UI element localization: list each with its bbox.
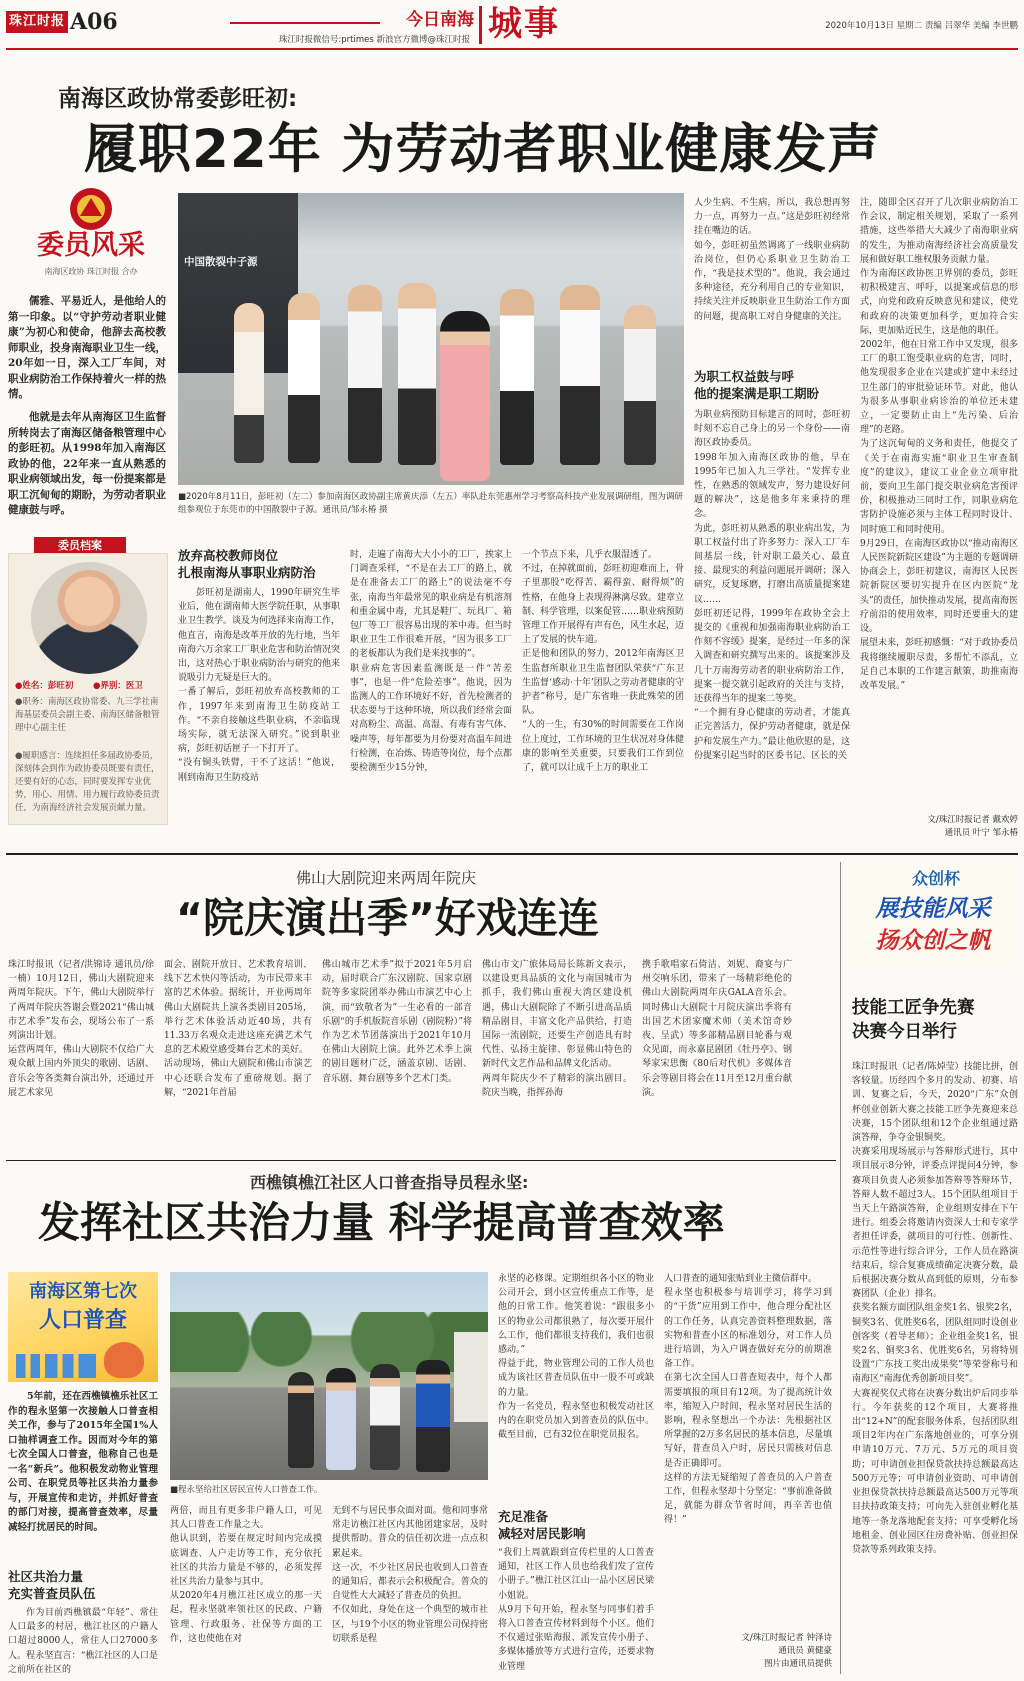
byline: 文/珠江时报记者 戴欢婷 通讯员 叶宁 邹永椿	[927, 815, 1018, 838]
subheading-3a: 社区共治力量 充实普查员队伍	[8, 1569, 96, 1601]
header-rule-red	[230, 22, 380, 24]
vertical-divider	[840, 862, 841, 1674]
person-6	[500, 289, 534, 465]
poster-line-1: 南海区第七次	[29, 1281, 137, 1302]
divider	[6, 853, 1018, 855]
section-title: 城事	[488, 4, 560, 44]
column-1: 珠江时报讯（记者/洪锦诗 通讯员/徐一楠）10月12日，佛山大剧院迎来两周年院庆。下午，佛山大剧院举行了两周年院庆答谢会暨2021“佛山城市艺术季”发布会，现场公布了一系列演出计划。 运营两周年，佛山大剧院不仅给广大观众献上国内外顶尖的歌剧、话剧、音乐会等各类舞台演出外，还通过开展艺术家见	[8, 960, 154, 1098]
headline: 履职22年 为劳动者职业健康发声	[84, 119, 882, 180]
column-2: 时，走遍了南海大大小小的工厂，挨家上门调查采样，“不是在去工厂的路上，就是在准备去工厂的路上”的说法毫不夸张，南海当年最常见的职业病是有机溶剂和重金属中毒，尤其是鞋厂、玩具厂、箱包厂等工厂很容易出现的苯中毒。但当时职业卫生工作很难开展，“因为很多工厂的老板都认为我们是来找事的”。 职业病危害因素监测既是一件“苦差事”，也是一件“危险差事”。他说，因为监测人的工作环境好不好，首先检测者的状态要与于这种环境，所以我们经常会面对高粉尘、高温、高湿、有毒有害气体、噪声等，每年都要为月份要对高温车间进行检测，在冶炼、铸造等岗位，每个点都要检测至少15分钟，	[350, 550, 512, 774]
issue-date: 2020年10月13日 星期二 责编 吕翠华 美编 李世鹏	[825, 21, 1018, 31]
column-1-continued: 作为目前西樵镇最“年轻”、常住人口最多的村居，樵江社区的户籍人口超过8000人，常住人口27000多人。程永坚直言：“樵江社区的人口是之前所在社区的	[8, 1608, 158, 1675]
city-skyline	[16, 1354, 96, 1378]
lead-paragraph: 儒雅、平易近人，是他给人的第一印象。以“守护劳动者职业健康”为初心和使命，他辞去高校教师职业，投身南海职业卫生一线，20年如一日，深入工厂车间，对职业病防治工作保持着火一样的热情。	[8, 295, 166, 400]
poster-line-2: 人口普查	[38, 1308, 127, 1333]
kicker-3: 西樵镇樵江社区人口普查指导员程永坚:	[250, 1173, 529, 1192]
paper-logo: 珠江时报	[6, 11, 68, 33]
badge-subtitle: 南海区政协 珠江时报 合办	[44, 267, 138, 276]
census-poster	[8, 1272, 158, 1382]
photo-caption-3: ■程永坚给社区居民宣传人口普查工作。	[170, 1485, 323, 1495]
profile-remarks: ●履职感言：连续担任多届政协委员，深刻体会到作为政协委员既要有责任，还要有好的心态，同时要发挥专业优势，用心、用情、用力履行政协委员责任，为南海经济社会发展贡献力量。	[15, 751, 160, 813]
mascot-icon	[104, 1342, 144, 1378]
person-8	[624, 305, 656, 465]
column-5: 人口普查的通知张贴到业主微信群中。 程永坚也积极参与培训学习，将学习到的“干货”应用到工作中，他合理分配社区的工作任务，认真完善资料整理数据，落实物和普查小区的标准划分，对工作人员进行培训，为入户调查做好充分的前期准备工作。 在第七次全国人口普查短表中，每个人都需要填报的项目有12项。为了提高统计效率，缩短入户时间，程永坚对居民生活的影响，程永坚想出一个办法：先根据社区所掌握的2万多名居民的基本信息，尽量填写好，普查员入户时，居民只需核对信息是否正确即可。 这样的方法无疑缩短了普查员的入户普查工作，但程永坚却十分坚定：“事前准备做足，就能为群众节省时间，再辛苦也值得！”	[664, 1274, 832, 1526]
column-3: 无到不与居民事众面对面。他和同事常常走访樵江社区内其他团建家居，及时提供帮助。普众的信任初次进一点点积累起来。 这一次，不少社区居民也收到人口普查的通知后，都表示会积极配合。普众的自觉性大大减轻了普查员的负担。 不仅如此，身处在这一个典型的城市社区，与19个小区的物业管理公司保持密切联系是程	[332, 1506, 488, 1644]
person-c	[370, 1364, 400, 1470]
person-1	[234, 303, 264, 463]
column-5: 注，随即全区召开了几次职业病防治工作会议，制定相关规划，采取了一系列措施，这些举措大大减少了南海职业病的发生，为推动南海经济社会高质量发展和做好职工维权服务贡献力量。 作为南海区政协医卫界别的委员，彭旺初积极建言、呼吁，以提案或信息的形式，向党和政府反映意见和建议，使党和政府的决策更加科学，更加符合实际，更加贴近民生，这是他的职任。 2002年，他在日常工作中又发现，很多工厂的职工饱受职业病的危害，同时，他发现很多企业在兴建或扩建中未经过卫生部门的审批验证环节。对此，他认为很多从事职业病诊治的单位还未建立，一定要防止由上“先污染、后治理”的老路。 为了这沉甸甸的义务和责任，他提交了《关于在南海实施“职业卫生审查制度”的建议》，建议工业企业立项审批前，要向卫生部门提交职业病危害预评价，积极推动三同时工作，同职业病危害防护设施必须与主体工程同时设计、同时施工和同时使用。 9月29日，在南海区政协以“推动南海区人民医院新院区建设”为主题的专题调研协商会上，彭旺初建议，南海区人民医院新院区要切实提升在区内医院“龙头”的责任，加快推动发展，提高南海医疗前沿的使用效率，同时还要重大的建设。 展望未来，彭旺初感慨：“对于政协委员我将继续履职尽责，多帮忙不添乱，立足自己本职的工作建言献策，助推南海改革发展。”	[860, 198, 1018, 691]
column-2: 两倍，而且有更多非户籍人口，可见其人口普查工作量之大。 他认识到，若要在规定时间内完成摸底调查、人户走访等工作，充分依托社区的共治力量是不够的，必须发挥社区共治力量参与其中。 从2020年4月樵江社区成立的那一天起，程永坚就率领社区的民政、户籍管理、行政服务、社保等方面的工作，这也使他在对	[170, 1506, 322, 1644]
census-photo	[170, 1272, 488, 1480]
person-7	[560, 285, 600, 465]
subheading-2: 为职工权益鼓与呼 他的提案满是职工期盼	[694, 369, 820, 401]
channel-name: 今日南海	[406, 10, 474, 30]
contest-banner	[848, 862, 1018, 966]
archive-tag: 委员档案	[34, 537, 126, 555]
divider	[6, 1160, 836, 1161]
truck	[454, 1332, 488, 1422]
social-accounts: 珠江时报微信号:prtimes 新浪官方微博@珠江时报	[278, 35, 470, 45]
person-d	[416, 1360, 450, 1472]
column-3: 一个节点下来，几乎衣服湿透了。 不过，在掉就面前，彭旺初迎难而上，骨子里那股“吃得苦、霸得蛮、耐得烦”的性格，在他身上表现得淋漓尽致。建章立制、科学管理，以案促管……职业病预防管理工作开展得有声有色，风生水起，迈上了发展的快车道。 正是他和团队的努力，2012年南海区卫生监督所职业卫生监督团队荣获“广东卫生监督‘感动·十年’团队之劳动者健康的守护者”称号，是广东省唯一获此殊荣的团队。 “人的一生，有30%的时间需要在工作岗位上度过，工作环境的卫生状况对身体健康的影响至关重要，只要我们工作到位了，就可以让成千上万的职业工	[522, 550, 684, 774]
person-5	[440, 311, 490, 481]
profile-sector: ●界别：医卫	[93, 681, 143, 691]
column-4: 人少生病、不生病，所以，我总想再努力一点，再努力一点。”这是彭旺初经常挂在嘴边的话。 如今，彭旺初虽然调离了一线职业病防治岗位，但仍心系职业卫生防治工作，“我是技术型的”。他说，我会通过多种途径，充分利用自己的专业知识，持续关注并反映职业卫生防治工作方面的问题，提高职工对自身健康的关注。	[694, 198, 850, 322]
contest-logo: 众创杯	[911, 869, 960, 888]
emblem-icon	[66, 186, 116, 232]
column-3: 佛山城市艺术季”拟于2021年5月启动，届时联合广东汉剧院、国家京剧院等多家院团举办佛山市演艺中心上演，而“致敬者为”一生必看的一部音乐剧“的手机版院音乐剧（剧院粉）”将作为艺术节团落演出于2021年10月在佛山大剧院上演。此外艺术季上演的剧目题材广泛，涵盖京剧、话剧、音乐剧、舞台剧等多个艺术门类。	[322, 960, 472, 1084]
ceiling	[298, 193, 684, 253]
column-5: 携手歌唱家石倚洁、刘妮、裔宴与广州交响乐团，带来了一场精彩绝伦的佛山大剧院两周年庆GALA音乐会。同时佛山大剧院十月院庆演出季将有出国艺术团家魔术师（美术馆奇妙夜、呈武）等多部精品剧目轮番与观众见面，而永嘉昆剧团《牡丹亭》、钢琴家宋思衡《80后对代机》多媒体音乐会等剧目将会在11月至12月重台献演。	[642, 960, 792, 1098]
badge-title: 委员风采	[37, 230, 145, 261]
subheading-3b: 充足准备 减轻对居民影响	[498, 1509, 586, 1541]
profile-job: ●职务：南海区政协常委、九三学社南海基层委员会副主委、南海区储备粮管理中心副主任	[15, 697, 160, 733]
person-2	[288, 293, 320, 463]
sign-text: 中国散裂中子源	[184, 256, 258, 268]
column-4: 永坚的必修课。定期组织各小区的物业公司开会，到小区宣传重点工作等，是他的日常工作。他笑着说：“跟很多小区的物业公司都很熟了，每次要开展什么工作，他们都很支持我们，我们也很感动。” 得益于此，物业管理公司的工作人员也成为该社区普查员队伍中一股不可或缺的力量。 作为一名党员，程永坚也积极发动社区内的在职党员加入到普查员的队伍中。截至目前，已有32位在职党员报名。	[498, 1274, 654, 1441]
lead-paragraph-2: 他就是去年从南海区卫生监督所转岗去了南海区储备粮管理中心的彭旺初。从1998年加入南海区政协的他，22年来一直从熟悉的职业病领域出发，每一份提案都是职工沉甸甸的期盼，为劳动者职业健康鼓与呼。	[8, 411, 166, 516]
subheading-1: 放弃高校教师岗位 扎根南海从事职业病防治	[178, 548, 316, 580]
main-photo	[178, 193, 684, 485]
person-b	[326, 1368, 356, 1470]
page-number: A06	[70, 9, 118, 35]
kicker-2: 佛山大剧院迎来两周年院庆	[296, 869, 477, 887]
side-headline: 技能工匠争先赛 决赛今日举行	[852, 998, 975, 1042]
intro-paragraph: 5年前，还在西樵镇樵乐社区工作的程永坚第一次接触人口普查相关工作，参与了2015年全国1%人口抽样调查工作。因而对今年的第七次全国人口普查，他称自己也是一名“新兵”。他积极发动物业管理公司、在职党员等社区共治力量参与，开展宣传和走访，并抓好普查的部门对接，提高普查效率，尽量减轻打扰居民的时间。	[8, 1391, 158, 1533]
contest-slogan-1: 展技能风采	[875, 895, 991, 922]
profile-box	[8, 553, 168, 825]
column-badge	[30, 186, 152, 286]
column-2: 面会、剧院开放日、艺术教育培训、线下艺术快闪等活动，为市民带来丰富的艺术体验。据统计，开业两周年佛山大剧院共上演各类剧目205场，举行艺术体验活动近40场，共有11.33万名观众走进这座充满艺术气息的艺术殿堂感受舞台艺术的美好。 活动现场，佛山大剧院和佛山市演艺中心还联合发布了重磅规划。据了解，“2021年首届	[164, 960, 312, 1098]
profile-name: ●姓名：彭旺初	[15, 681, 74, 691]
side-article: 珠江时报讯（记者/陈焯莹）技能比拼，创客较量。历经四个多月的发动、初赛、培训、复赛之后，今天，2020“广东”众创杯创业创新大赛之技能工匠争先赛迎来总决赛，15个团队组和12个企业组通过路演答辩，争夺金银铜奖。 决赛采用现场展示与答辩形式进行，其中项目展示8分钟，评委点评提问4分钟，参赛项目负责人必须参加答辩等答辩环节，答辩人数不超过3人。15个团队组项目于当天上午路演答辩，企业组则安排在下午进行。组委会将邀请内资深人士和专家学者担任评委，就项目的可行性、创新性、示范性等进行综合评分，工作人员在路演结束后，综合复赛成绩确定决赛分数，最后根据决赛分数从高到低的原则，分布参赛团队（企业）排名。 获奖名额方面团队组金奖1名、银奖2名，铜奖3名、优胜奖6名，团队组同时设创业创客奖（着导老师）；企业组金奖1名，银奖2名、铜奖3名、优胜奖6名，另将特别设置“广东技工奖出成果奖”等荣誉称号和南海区“南海优秀创新项目奖”。 大赛视奖仅式将在决赛分数出炉后同步举行。今年获奖的12个项目，大赛将推出“12+N”的配套服务体系，包括团队组项目2年内在广东落地创业的，可享分别申请10万元、7万元、5万元的项目资助；可申请创业担保贷款扶持总额最高达500万元等；可申请创业资助、可申请创业担保贷款扶持总额最高达500万元等项目扶持政策支持；可向先入驻创业孵化基地等一条龙落地配套支持；可享受孵化场地租金、创业园区住房费补贴、创业担保贷款等系列政策支持。	[852, 1062, 1018, 1555]
headline-3: 发挥社区共治力量 科学提高普查效率	[38, 1198, 725, 1247]
person-3	[348, 285, 382, 463]
contest-slogan-2: 扬众创之帆	[875, 927, 991, 954]
profile-portrait	[31, 562, 147, 674]
column-4: 佛山市文广旅体局局长陈新文表示，以建设更具品质的文化与南国城市为抓手，我们佛山重视大湾区建设机遇，佛山大剧院除了不断引进高品质精品剧目，丰富文化产品供给，打造国际一流剧院，还要生产创造具有时代性、弘扬主旋律、彰显佛山特色的新时代文艺作品和品牌文化活动。 两周年院庆少不了精彩的演出剧目。院庆当晚，指挥孙海	[482, 960, 632, 1098]
column-4-continued: “我们上周就跟到宣传栏里的人口普查通知，社区工作人员也给我们发了宣传小册子。”樵江社区江山一品小区居民梁小姐说。 从9月下旬开始，程永坚与同事们着手将入口普查宣传材料到每个小区。他们不仅通过张贴海报、派发宣传小册子、多媒体播放等方式进行宣传，还要求物业管理	[498, 1548, 654, 1672]
header-divider	[479, 6, 482, 44]
photo-caption: ■2020年8月11日，彭旺初（左二）参加南海区政协副主席黄庆添（左五）率队赴东莞惠州学习考察高科技产业发展调研组，图为调研组参观位于东莞市的中国散裂中子源。通讯员/邹永椿 摄	[178, 492, 683, 515]
header-rule	[6, 48, 1018, 50]
byline-3: 文/珠江时报记者 钟泽诗 通讯员 黄健豪 图片由通讯员提供	[741, 1633, 832, 1669]
kicker: 南海区政协常委彭旺初:	[58, 86, 298, 112]
column-4-continued: 为职业病预防目标建言的同时，彭旺初时刻不忘自己身上的另一个身份——南海区政协委员。 1998年加入南海区政协的他，早在1995年已加入九三学社。“发挥专业性，在熟悉的领域发声，努力建设好问题的解决”，这是他多年来秉持的理念。 为此，彭旺初从熟悉的职业病出发，为职工权益付出了许多努力：深入工厂车间基层一线，针对职工最关心、最直接、最现实的利益问题展开调研；深入研究，反复琢磨，打磨出高质量提案建议…… 彭旺初还记得，1999年在政协全会上提交的《重视和加强南海职业病防治工作刻不容缓》提案，是经过一年多的深入调查和研究撰写出来的。该提案涉及几十万南海劳动者的职业病防治工作，提案一提交就引起政府的关注与支持，还获得当年的提案二等奖。 “一个拥有身心健康的劳动者，才能真正完善活力，保护劳动者健康，就是保护和发展生产力。”最让他欣慰的是，这份提案引起当时的区委书记、区长的关	[694, 410, 850, 761]
masthead	[0, 0, 1024, 50]
person-4	[398, 283, 436, 465]
person-a	[288, 1372, 314, 1468]
column-1: 彭旺初是湖南人，1990年研究生毕业后，他在湖南师大医学院任职，从事职业卫生教学。谈及为何选择来南海工作，他直言，南海是改革开放的先行地，当年南海六万余家工厂职业危害和防治情况突出，这对热心于职业病防治与研究的他来说吸引力无疑是巨大的。 一番了解后，彭旺初放弃高校教师的工作，1997年来到南海卫生防疫站工作。“不亲自接触这些职业病，不亲临现场实际，就无法深入研究。”说到职业病，彭旺初话匣子一下打开了。 “没有铜头铁臂，干不了这活！”他说，刚到南海卫生防疫站	[178, 588, 340, 783]
headline-2: “院庆演出季”好戏连连	[176, 894, 599, 942]
